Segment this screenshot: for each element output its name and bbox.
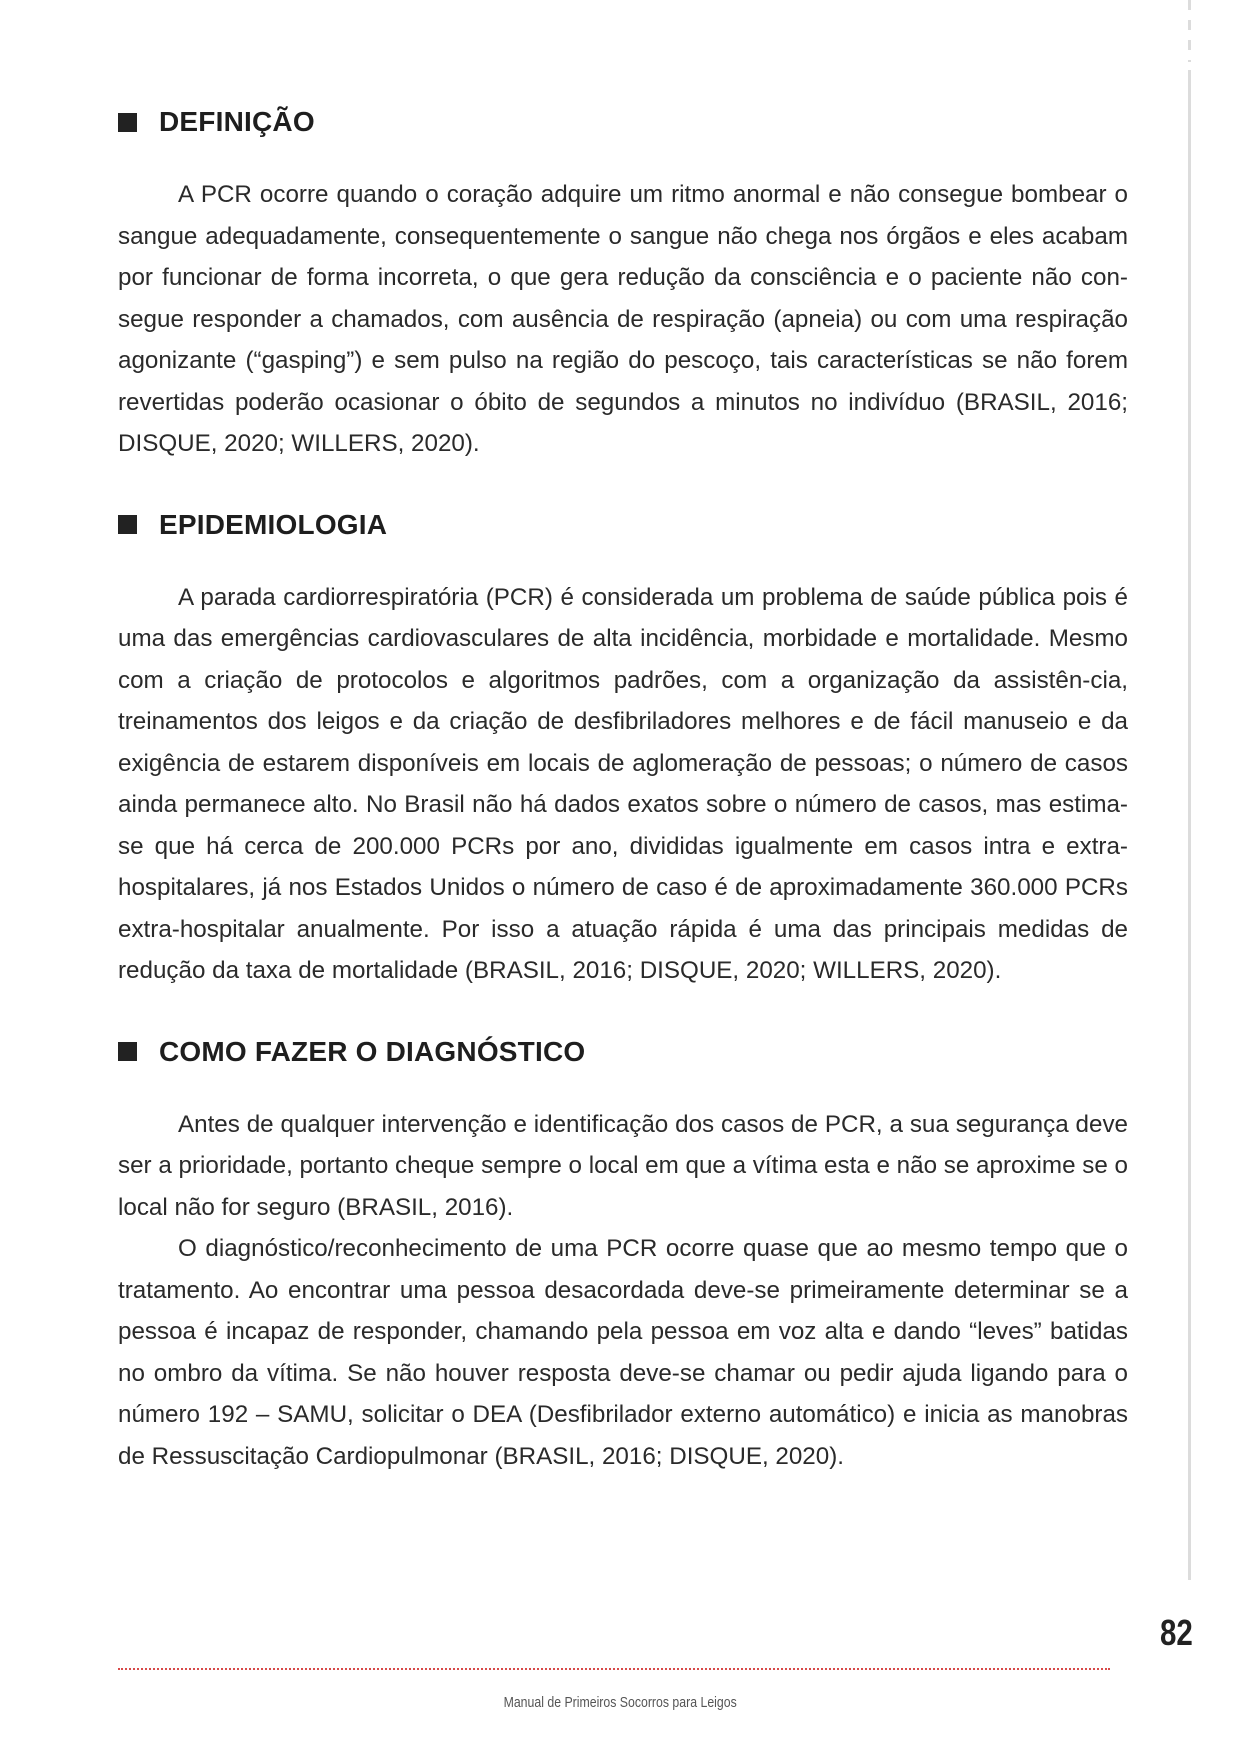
- margin-rule: [1188, 70, 1191, 1580]
- section-heading-definicao: [118, 106, 1128, 138]
- paragraph: Antes de qualquer intervenção e identificação dos casos de PCR, a sua segurança deve ser a prioridade, portanto cheque sempre o local em que a vítima esta e não se aproxime se o local não for seguro (BRASIL, 2016).: [118, 1110, 1128, 1221]
- paragraph: A PCR ocorre quando o coração adquire um ritmo anormal e não consegue bombear o sangue adequadamente, consequentemente o sangue não chega nos órgãos e eles acabam por funcionar de forma incorreta, o que gera redução da consciência e o paciente não con-segue responder a chamados, com ausência de respiração (apneia) ou com uma respiração agonizante (“gasping”) e sem pulso na região do pescoço, tais características se não forem revertidas poderão ocasionar o óbito de segundos a minutos no indivíduo (BRASIL, 2016; DISQUE, 2020; WILLERS, 2020).: [118, 181, 1128, 457]
- heading-text: EPIDEMIOLOGIA: [159, 508, 388, 540]
- heading-text: DEFINIÇÃO: [159, 106, 315, 137]
- heading-text: COMO FAZER O DIAGNÓSTICO: [159, 1035, 586, 1067]
- section-heading-diagnostico: [118, 1036, 1128, 1068]
- heading-square-icon: [118, 515, 137, 534]
- heading-square-icon: [118, 1042, 137, 1061]
- page-content: [118, 106, 1128, 1477]
- page-number: 82: [1160, 1612, 1193, 1653]
- paragraph: O diagnóstico/reconhecimento de uma PCR ocorre quase que ao mesmo tempo que o tratamento. Ao encontrar uma pessoa desacordada deve-se primeiramente determinar se a pessoa é incapaz de responder, chamando pela pessoa em voz alta e dando “leves” batidas no ombro da vítima. Se não houver resposta deve-se chamar ou pedir ajuda ligando para o número 192 – SAMU, solicitar o DEA (Desfibrilador externo automático) e inicia as manobras de Ressuscitação Cardiopulmonar (BRASIL, 2016; DISQUE, 2020).: [118, 1235, 1128, 1470]
- footer-title: [0, 1694, 1241, 1711]
- margin-rule-dashed: [1188, 0, 1191, 62]
- paragraph: A parada cardiorrespiratória (PCR) é considerada um problema de saúde pública pois é uma das emergências cardiovasculares de alta incidência, morbidade e mortalidade. Mesmo com a criação de protocolos e algoritmos padrões, com a organização da assistên-cia, treinamentos dos leigos e da criação de desfibriladores melhores e de fácil manuseio e da exigência de estarem disponíveis em locais de aglomeração de pessoas; o número de casos ainda permanece alto. No Brasil não há dados exatos sobre o número de casos, mas estima-se que há cerca de 200.000 PCRs por ano, divididas igualmente em casos intra e extra-hospitalares, já nos Estados Unidos o número de caso é de aproximadamente 360.000 PCRs extra-hospitalar anualmente. Por isso a atuação rápida é uma das principais medidas de redução da taxa de mortalidade (BRASIL, 2016; DISQUE, 2020; WILLERS, 2020).: [118, 583, 1128, 984]
- footer-divider: [118, 1668, 1110, 1670]
- footer-title-text: Manual de Primeiros Socorros para Leigos: [503, 1694, 738, 1711]
- section-heading-epidemiologia: [118, 509, 1128, 541]
- heading-square-icon: [118, 113, 137, 132]
